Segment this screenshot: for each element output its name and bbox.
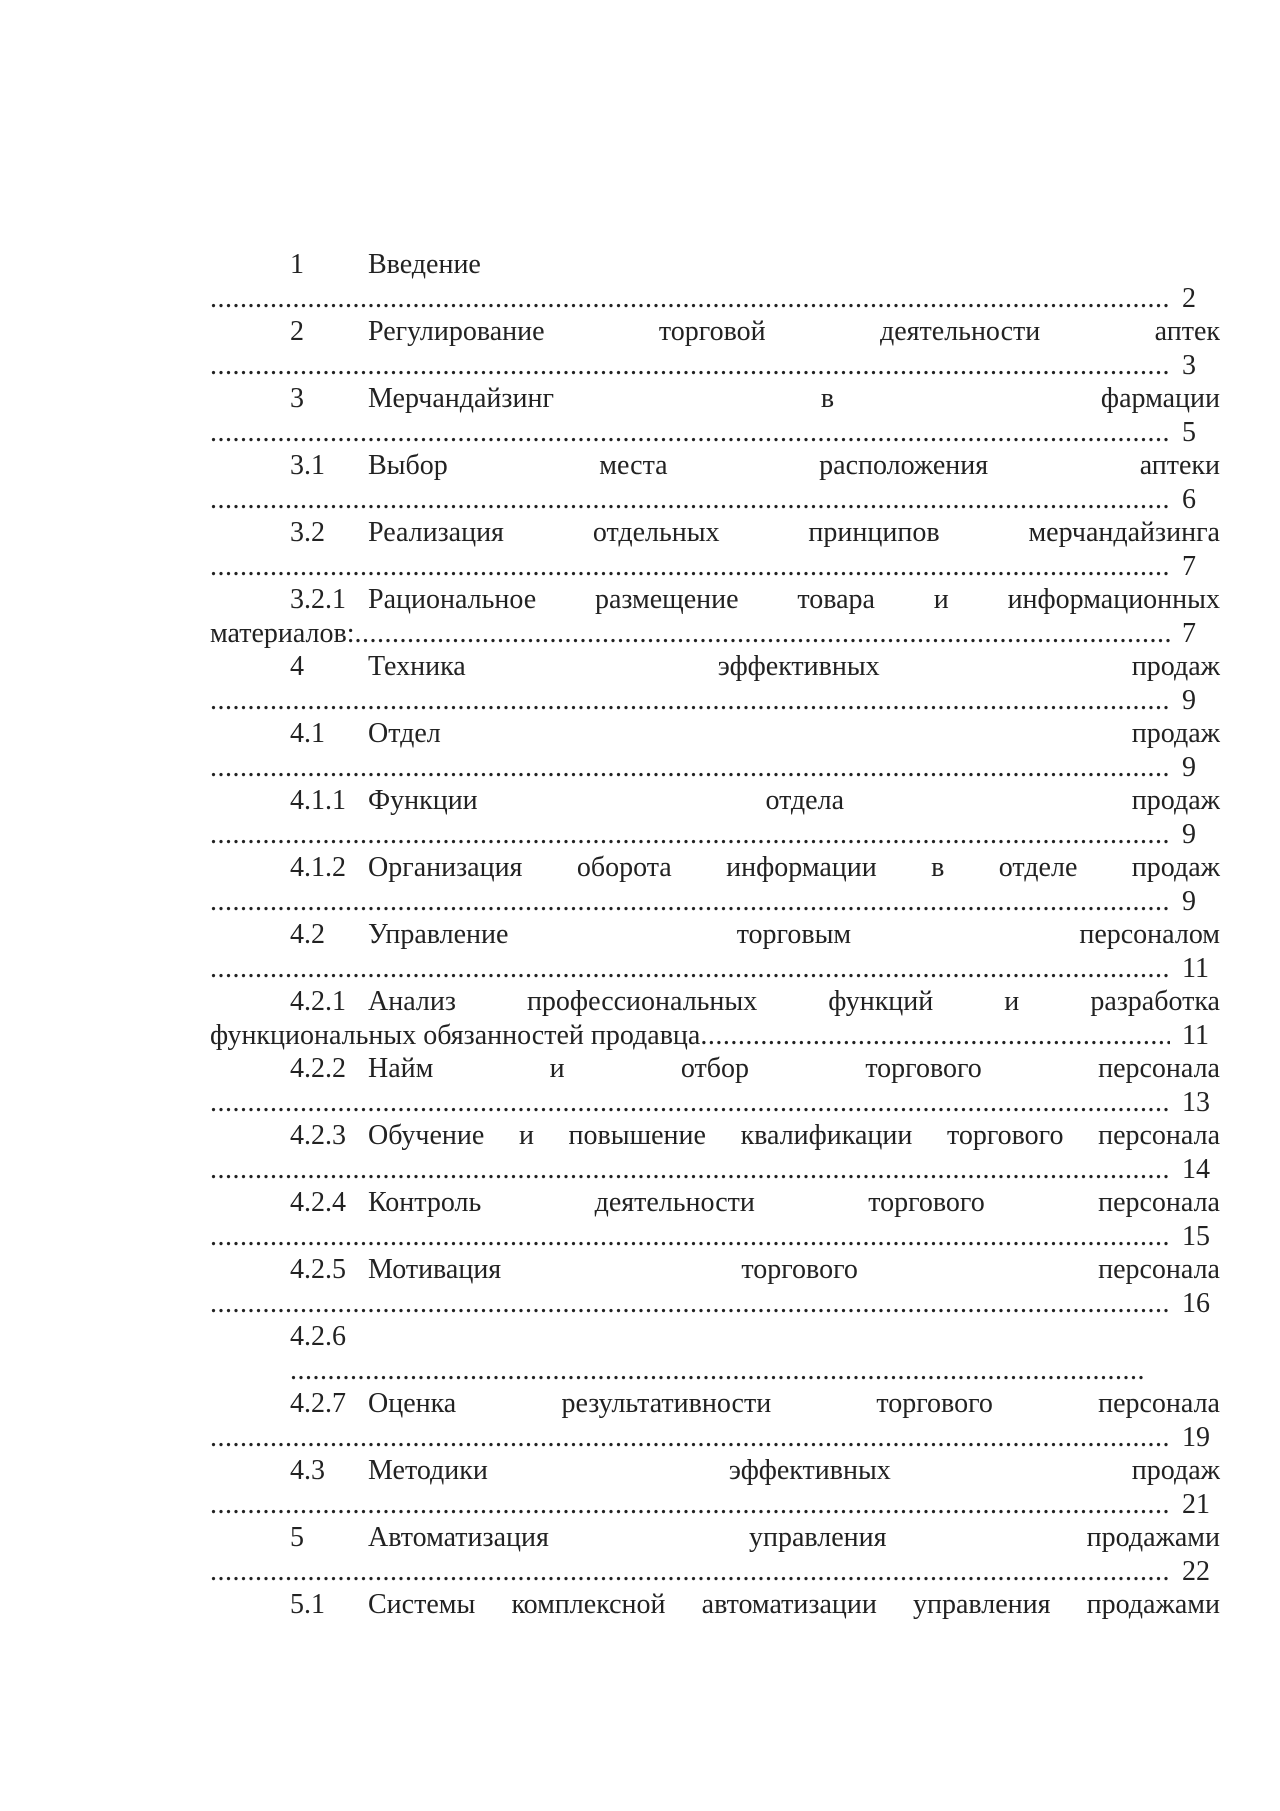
toc-entry-number: 4.3	[290, 1455, 325, 1486]
toc-entry	[0, 1052, 1280, 1119]
toc-entry-heading-line	[0, 1253, 1280, 1287]
title-word: торгового	[876, 1388, 993, 1419]
toc-entry-heading-line	[0, 1454, 1280, 1488]
toc-entry-title	[368, 315, 1220, 349]
toc-entry-leader-line	[210, 1086, 1220, 1119]
toc-entry-title	[368, 449, 1220, 483]
dot-leader	[700, 1019, 1170, 1052]
toc-entry-heading-line	[0, 1119, 1280, 1153]
toc-entry-title	[368, 784, 1220, 818]
toc-entry-page-number: 2	[1182, 283, 1196, 314]
toc-entry-page-number: 21	[1182, 1489, 1210, 1520]
toc-entry	[0, 248, 1280, 315]
title-word: Выбор	[368, 450, 448, 481]
toc-entry-number: 5	[290, 1522, 304, 1553]
dot-leader	[210, 1153, 1170, 1186]
dot-leader	[210, 416, 1170, 449]
toc-entry-page-number: 16	[1182, 1288, 1210, 1319]
title-word: персоналом	[1079, 919, 1220, 950]
dot-leader	[210, 483, 1170, 516]
toc-entry-leader-line	[210, 885, 1220, 918]
toc-entry-leader-line	[210, 483, 1220, 516]
title-word: функций	[828, 986, 934, 1017]
toc-entry	[0, 382, 1280, 449]
toc-entry-title	[368, 1052, 1220, 1086]
toc-entry-number: 4.1.2	[290, 852, 346, 883]
title-word: в	[820, 383, 835, 414]
toc-entry-leader-line	[210, 684, 1220, 717]
toc-entry-title	[368, 382, 1220, 416]
toc-entry-page-number: 9	[1182, 685, 1196, 716]
toc-entry-leader-line	[210, 1220, 1220, 1253]
toc-entry-continuation: функциональных обязанностей продавца	[210, 1020, 701, 1051]
toc-entry-page-number: 7	[1182, 618, 1196, 649]
toc-entry-title	[368, 583, 1220, 617]
toc-entry-number: 5.1	[290, 1589, 325, 1620]
title-word: принципов	[808, 517, 940, 548]
dot-leader	[210, 1421, 1170, 1454]
title-word: продажами	[1086, 1589, 1220, 1620]
toc-entry-heading-line	[0, 650, 1280, 684]
toc-entry-heading-line	[0, 248, 1280, 282]
toc-entry-title: Введение	[368, 249, 481, 280]
toc-entry-title	[368, 1521, 1220, 1555]
toc-entry	[0, 315, 1280, 382]
title-word: отдельных	[592, 517, 720, 548]
toc-entry-heading-line	[0, 382, 1280, 416]
title-word: продаж	[1131, 785, 1220, 816]
title-word: товара	[797, 584, 875, 615]
toc-entry-heading-line	[0, 1387, 1280, 1421]
toc-entry-number: 4	[290, 651, 304, 682]
title-word: Рациональное	[368, 584, 537, 615]
dot-leader	[210, 550, 1170, 583]
title-word: продаж	[1131, 718, 1220, 749]
title-word: повышение	[568, 1120, 706, 1151]
toc-entry-leader-line	[210, 1287, 1220, 1320]
toc-entry-leader-line	[210, 1153, 1220, 1186]
toc-entry-heading-line	[0, 1588, 1280, 1622]
toc-entry-heading-line	[0, 717, 1280, 751]
toc-entry-leader-line	[210, 617, 1220, 650]
title-word: размещение	[594, 584, 739, 615]
title-word: в	[931, 852, 945, 883]
toc-entry	[0, 1454, 1280, 1521]
toc-entry-leader-line	[290, 1354, 1145, 1387]
toc-entry-number: 4.2.4	[290, 1187, 346, 1218]
title-word: отдела	[765, 785, 845, 816]
title-word: продажами	[1086, 1522, 1220, 1553]
dot-leader	[210, 684, 1170, 717]
toc-entry-leader-line	[210, 1019, 1220, 1052]
title-word: Анализ	[368, 986, 456, 1017]
toc-entry-number: 4.2.1	[290, 986, 346, 1017]
toc-entry-heading-line	[0, 1186, 1280, 1220]
dot-leader	[210, 1555, 1170, 1588]
title-word: информации	[726, 852, 877, 883]
title-word: информационных	[1007, 584, 1220, 615]
toc-entry-leader-line	[210, 416, 1220, 449]
toc-entry	[0, 717, 1280, 784]
toc-entry-title	[368, 918, 1220, 952]
title-word: профессиональных	[526, 986, 758, 1017]
title-word: Найм	[368, 1053, 434, 1084]
toc-entry-title	[368, 1588, 1220, 1622]
toc-entry-page-number: 9	[1182, 752, 1196, 783]
title-word: расположения	[819, 450, 989, 481]
toc-entry-leader-line	[210, 1555, 1220, 1588]
title-word: торгового	[868, 1187, 985, 1218]
title-word: оборота	[576, 852, 672, 883]
title-word: персонала	[1098, 1254, 1220, 1285]
title-word: Техника	[368, 651, 466, 682]
toc-entry-page-number: 9	[1182, 819, 1196, 850]
toc-entry-leader-line	[210, 1421, 1220, 1454]
toc-entry-title	[368, 1387, 1220, 1421]
title-word: персонала	[1098, 1053, 1220, 1084]
title-word: Обучение	[368, 1120, 485, 1151]
toc-entry-leader-line	[210, 952, 1220, 985]
toc-entry-number: 4.1.1	[290, 785, 346, 816]
title-word: продаж	[1131, 852, 1220, 883]
title-word: продаж	[1131, 1455, 1220, 1486]
title-word: торгового	[946, 1120, 1064, 1151]
toc-entry	[0, 918, 1280, 985]
toc-entry-page-number: 11	[1182, 953, 1209, 984]
toc-entry-page-number: 6	[1182, 484, 1196, 515]
toc-entry-number: 2	[290, 316, 304, 347]
toc-entry-page-number: 15	[1182, 1221, 1210, 1252]
title-word: Функции	[368, 785, 478, 816]
title-word: фармации	[1100, 383, 1220, 414]
toc-entry-continuation: материалов:	[210, 618, 355, 649]
toc-entry-heading-line	[0, 918, 1280, 952]
toc-entry	[0, 1387, 1280, 1454]
title-word: эффективных	[717, 651, 880, 682]
toc-entry	[0, 650, 1280, 717]
title-word: управления	[912, 1589, 1051, 1620]
dot-leader	[210, 1488, 1170, 1521]
title-word: Оценка	[368, 1388, 457, 1419]
toc-entry-number: 3.1	[290, 450, 325, 481]
toc-entry-number: 4.2.6	[290, 1321, 346, 1352]
dot-leader	[210, 885, 1170, 918]
toc-entry	[0, 1588, 1280, 1655]
toc-entry-leader-line	[210, 818, 1220, 851]
toc-entry-heading-line	[0, 1320, 1280, 1354]
toc-entry	[0, 1186, 1280, 1253]
dot-leader	[210, 952, 1170, 985]
toc-entry-page-number: 13	[1182, 1087, 1210, 1118]
dot-leader	[210, 751, 1170, 784]
toc-entry-page-number: 3	[1182, 350, 1196, 381]
dot-leader	[210, 282, 1170, 315]
toc-entry-title	[368, 985, 1220, 1019]
title-word: и	[1004, 986, 1020, 1017]
title-word: и	[549, 1053, 565, 1084]
toc-entry-number: 4.2.2	[290, 1053, 346, 1084]
title-word: продаж	[1131, 651, 1220, 682]
title-word: Системы	[368, 1589, 476, 1620]
toc-entry-number: 4.2.7	[290, 1388, 346, 1419]
title-word: Реализация	[368, 517, 504, 548]
title-word: и	[933, 584, 949, 615]
toc-entry-title	[368, 650, 1220, 684]
title-word: Методики	[368, 1455, 488, 1486]
toc-entry-title	[368, 1454, 1220, 1488]
title-word: Мерчандайзинг	[368, 383, 554, 414]
title-word: персонала	[1098, 1388, 1220, 1419]
toc-entry-heading-line	[0, 1052, 1280, 1086]
title-word: персонала	[1098, 1187, 1220, 1218]
title-word: Управление	[368, 919, 509, 950]
title-word: эффективных	[728, 1455, 891, 1486]
toc-entry-number: 4.2.5	[290, 1254, 346, 1285]
toc-entry-page-number: 9	[1182, 886, 1196, 917]
toc-entry-page-number: 22	[1182, 1556, 1210, 1587]
toc-entry-leader-line	[210, 349, 1220, 382]
title-word: Мотивация	[368, 1254, 502, 1285]
title-word: деятельности	[594, 1187, 755, 1218]
toc-entry-title	[368, 851, 1220, 885]
title-word: аптек	[1154, 316, 1220, 347]
toc-entry-heading-line	[0, 583, 1280, 617]
dot-leader	[210, 818, 1170, 851]
toc-entry-title	[368, 516, 1220, 550]
toc-entry	[0, 449, 1280, 516]
toc-entry	[0, 583, 1280, 650]
dot-leader	[210, 1220, 1170, 1253]
title-word: и	[518, 1120, 534, 1151]
toc-entry	[0, 851, 1280, 918]
title-word: торговым	[736, 919, 852, 950]
toc-entry-number: 3	[290, 383, 304, 414]
title-word: отбор	[680, 1053, 750, 1084]
toc-entry-heading-line	[0, 985, 1280, 1019]
title-word: аптеки	[1139, 450, 1220, 481]
toc-entry-heading-line	[0, 784, 1280, 818]
toc-entry-page-number: 5	[1182, 417, 1196, 448]
toc-entry	[0, 985, 1280, 1052]
title-word: персонала	[1098, 1120, 1220, 1151]
table-of-contents	[0, 248, 1280, 1655]
dot-leader	[210, 1086, 1170, 1119]
toc-entry-number: 4.2	[290, 919, 325, 950]
toc-entry	[0, 1521, 1280, 1588]
title-word: мерчандайзинга	[1028, 517, 1220, 548]
toc-entry-heading-line	[0, 516, 1280, 550]
toc-entry-title	[368, 717, 1220, 751]
toc-entry-number: 1	[290, 249, 304, 280]
toc-entry-number: 3.2.1	[290, 584, 346, 615]
toc-entry-number: 3.2	[290, 517, 325, 548]
toc-entry-leader-line	[210, 1488, 1220, 1521]
title-word: результативности	[561, 1388, 772, 1419]
dot-leader	[210, 349, 1170, 382]
toc-entry	[0, 1119, 1280, 1186]
toc-entry-page-number: 7	[1182, 551, 1196, 582]
toc-entry	[0, 784, 1280, 851]
title-word: отделе	[998, 852, 1078, 883]
toc-entry-heading-line	[0, 449, 1280, 483]
toc-entry-title	[368, 1119, 1220, 1153]
toc-entry-heading-line	[0, 315, 1280, 349]
title-word: Регулирование	[368, 316, 545, 347]
title-word: разработка	[1090, 986, 1220, 1017]
toc-entry-page-number: 19	[1182, 1422, 1210, 1453]
toc-entry-page-number: 11	[1182, 1020, 1209, 1051]
toc-entry-page-number: 14	[1182, 1154, 1210, 1185]
toc-entry-heading-line	[0, 1521, 1280, 1555]
dot-leader	[290, 1354, 1145, 1387]
dot-leader	[355, 617, 1170, 650]
title-word: автоматизации	[701, 1589, 877, 1620]
title-word: деятельности	[879, 316, 1041, 347]
toc-entry-title	[368, 1253, 1220, 1287]
title-word: Отдел	[368, 718, 441, 749]
toc-entry-number: 4.1	[290, 718, 325, 749]
title-word: торгового	[741, 1254, 858, 1285]
title-word: Организация	[368, 852, 523, 883]
title-word: комплексной	[511, 1589, 666, 1620]
title-word: Автоматизация	[368, 1522, 549, 1553]
toc-entry-leader-line	[210, 751, 1220, 784]
toc-entry-number: 4.2.3	[290, 1120, 346, 1151]
toc-entry	[0, 1320, 1280, 1387]
title-word: торговой	[658, 316, 766, 347]
toc-entry-leader-line	[210, 550, 1220, 583]
toc-entry	[0, 516, 1280, 583]
title-word: торгового	[865, 1053, 982, 1084]
title-word: квалификации	[740, 1120, 913, 1151]
toc-entry-heading-line	[0, 851, 1280, 885]
toc-entry-leader-line	[210, 282, 1220, 315]
toc-entry-title	[368, 1186, 1220, 1220]
title-word: Контроль	[368, 1187, 482, 1218]
title-word: места	[599, 450, 668, 481]
dot-leader	[210, 1287, 1170, 1320]
toc-entry	[0, 1253, 1280, 1320]
title-word: управления	[749, 1522, 887, 1553]
